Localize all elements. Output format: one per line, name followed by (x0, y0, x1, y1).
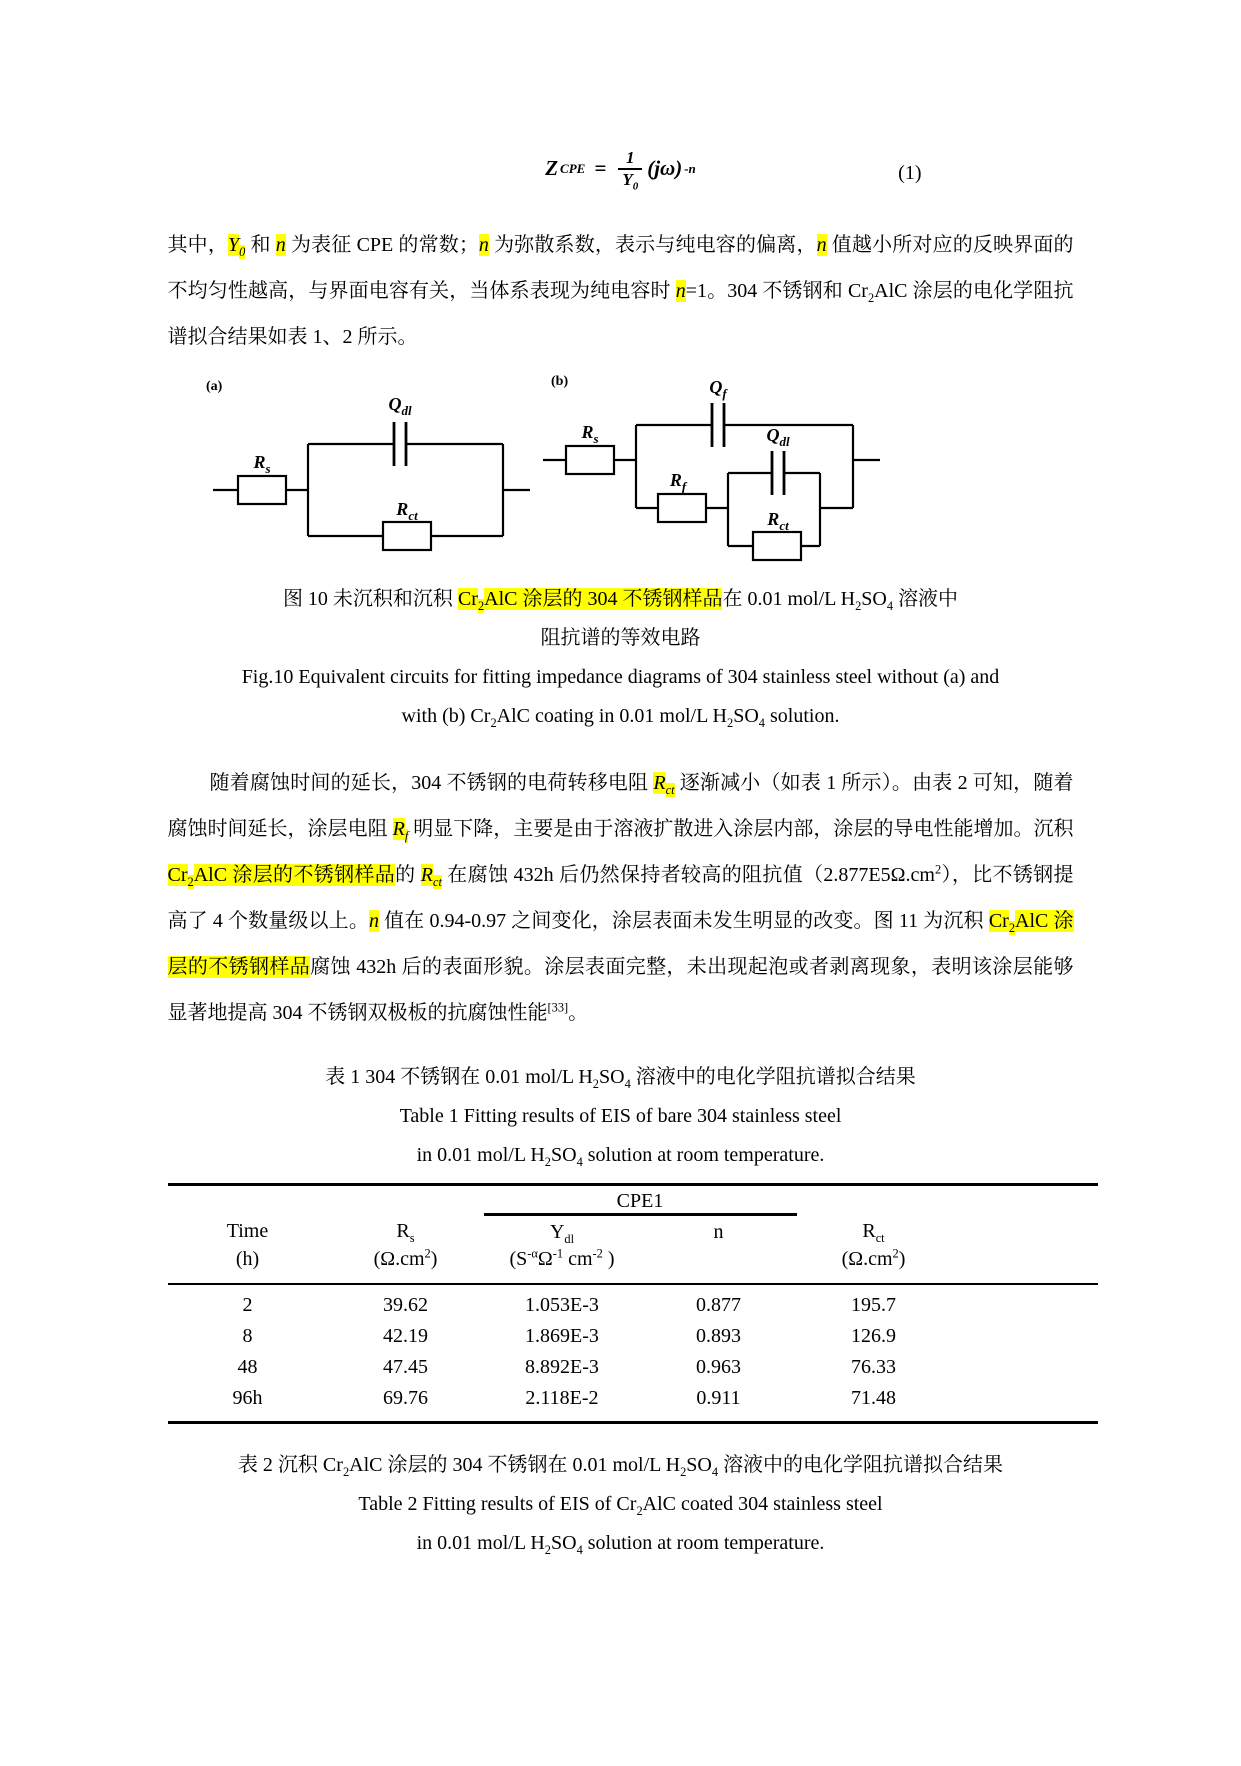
table-cell: 1.869E-3 (525, 1325, 599, 1347)
label-qdl-b: $Q_{dl}$ (765, 425, 790, 449)
label-rct-a: $R_{ct}$ (395, 499, 418, 523)
table-cell-empty (797, 1185, 951, 1215)
page-content (168, 0, 1074, 1563)
figure-caption-en-line2: with (b) $Cr_2AlC$ coating in 0.01 mol/L $H_2SO_4$ solution. (401, 705, 840, 730)
label-rs-b: $R_s$ (580, 422, 599, 446)
table-cell-empty (951, 1185, 1098, 1215)
fraction-denominator: $Y_0$ (618, 168, 642, 190)
equivalent-circuit-diagram (168, 368, 1074, 573)
figure-caption-en-line1: Fig.10 Equivalent circuits for fitting impedance diagrams of 304 stainless steel without (a) and (241, 666, 1000, 688)
table-cell-empty (951, 1284, 1098, 1321)
table-cell: 96h (232, 1387, 263, 1409)
resistor-rf-b (658, 494, 706, 522)
table1-unit-rct: $(\Omega.cm^2)$ (797, 1244, 951, 1284)
resistor-rs-b (566, 446, 614, 474)
table-cell: 1.053E-3 (525, 1294, 599, 1316)
figure-equivalent-circuits (168, 368, 1074, 578)
panel-a-label: (a) (205, 379, 222, 394)
circuit-a (213, 422, 530, 550)
table-cell: 0.911 (696, 1387, 741, 1409)
equals-sign: = (594, 156, 607, 181)
label-qf-b: $Q_f$ (708, 377, 727, 401)
table1-caption-en-line2: in 0.01 mol/L $H_2SO_4$ solution at room temperature. (416, 1144, 825, 1169)
resistor-rct-a (383, 522, 431, 550)
table-cell: 8.892E-3 (525, 1356, 599, 1378)
equation-cpe-impedance: Z CPE = $\frac{1}{Y_0}$ (jω) -n (545, 148, 696, 192)
table-cell: 47.45 (383, 1356, 428, 1378)
table1-caption-zh: 表 1 304 不锈钢在 0.01 mol/L $H_2SO_4$ 溶液中的电化学阻抗谱拟合结果 (325, 1066, 916, 1091)
table1-header-n: n (713, 1221, 724, 1243)
equation-number: (1) (898, 162, 922, 184)
table1-caption (168, 1058, 1074, 1175)
table-cell-empty (951, 1244, 1098, 1284)
figure-caption-zh-line2: 阻抗谱的等效电路 (540, 627, 701, 649)
equation-block (168, 148, 1074, 198)
table1-header-row (168, 1215, 1098, 1245)
table-cell-empty (641, 1244, 797, 1284)
table-cell: 2 (242, 1294, 253, 1316)
table-cell-empty (951, 1352, 1098, 1383)
table-cell: 48 (237, 1356, 258, 1378)
table1-unit-ydl: ($S^{-\alpha}\Omega^{-1}$ $cm^{-2}$ ) (484, 1244, 641, 1284)
label-rf-b: $R_f$ (669, 470, 686, 494)
table-cell-empty (951, 1321, 1098, 1352)
table-cell: 126.9 (851, 1325, 896, 1347)
circuit-b (543, 403, 880, 560)
table2-caption-en-line1: Table 2 Fitting results of EIS of $Cr_2AlC$ coated 304 stainless steel (358, 1493, 883, 1518)
equation-fraction (618, 148, 642, 192)
table1-header-cpe1: CPE1 (484, 1185, 797, 1215)
table-cell: 69.76 (383, 1387, 428, 1409)
table2-caption-zh: 表 2 沉积 $Cr_2AlC$ 涂层的 304 不锈钢在 0.01 mol/L $H_2SO_4$ 溶液中的电化学阻抗谱拟合结果 (237, 1454, 1004, 1479)
figure-caption-zh-line1: 图 10 未沉积和沉积 $Cr_2AlC$ 涂层的 304 不锈钢样品在 0.01 mol/L $H_2SO_4$ 溶液中 (282, 588, 959, 613)
equation-lhs: Z (545, 156, 559, 181)
table-row (168, 1321, 1098, 1352)
table1-units-row (168, 1244, 1098, 1284)
table2-caption-en-line2: in 0.01 mol/L $H_2SO_4$ solution at room temperature. (416, 1532, 825, 1557)
table1-header-rs: $R_s$ (396, 1220, 415, 1246)
equation-body: (jω) (647, 156, 683, 181)
table-cell: 195.7 (851, 1294, 896, 1316)
resistor-rct-b (753, 532, 801, 560)
table-cell: 76.33 (851, 1356, 896, 1378)
figure-caption (168, 580, 1074, 736)
table1-header-ydl: $Y_{dl}$ (549, 1221, 575, 1246)
table-cell: 71.48 (851, 1387, 896, 1409)
label-rct-b: $R_{ct}$ (766, 509, 789, 533)
table-cell-empty (951, 1215, 1098, 1245)
table-row (168, 1352, 1098, 1383)
paragraph-results-discussion: 随着腐蚀时间的延长，304 不锈钢的电荷转移电阻 $R_{ct}$ 逐渐减小（如表 1 所示）。由表 2 可知，随着腐蚀时间延长，涂层电阻 $R_f$ 明显下降，主要是由于溶液扩散进入涂层内部，涂层的导电性能增加。沉积 $Cr_2AlC$ 涂层的不锈钢样品的 $R_{ct}$ 在腐蚀 432h 后仍然保持者较高的阻抗值$(2.877E5\Omega.cm^2)$，比不锈钢提高了 4 个数量级以上。n 值在 0.94-0.97 之间变化，涂层表面未发生明显的改变。图 11 为沉积 $Cr_2AlC$ 涂层的不锈钢样品腐蚀 432h 后的表面形貌。涂层表面完整，未出现起泡或者剥离现象，表明该涂层能够显著地提高 304 不锈钢双极板的抗腐蚀性能[33]。 (167, 772, 1074, 1024)
table-cell: 2.118E-2 (525, 1387, 599, 1409)
resistor-rs-a (238, 476, 286, 504)
table-cell: 8 (242, 1325, 253, 1347)
table-cell-empty (328, 1185, 484, 1215)
table1-header-time: Time (226, 1220, 269, 1243)
table-row (168, 1284, 1098, 1321)
table-row (168, 1383, 1098, 1423)
table-cell-empty (951, 1383, 1098, 1423)
table-cell-empty (168, 1185, 328, 1215)
table1-header-rct: $R_{ct}$ (862, 1220, 885, 1246)
table1-cpe-row (168, 1185, 1098, 1215)
table1-unit-time: (h) (168, 1244, 328, 1284)
table-cell: 42.19 (383, 1325, 428, 1347)
paragraph-cpe-description: 其中，$Y_0$ 和 n 为表征 CPE 的常数；n 为弥散系数，表示与纯电容的偏离，n 值越小所对应的反映界面的不均匀性越高，与界面电容有关，当体系表现为纯电容时 n=1。304 不锈钢和 $Cr_2AlC$ 涂层的电化学阻抗谱拟合结果如表 1、2 所示。 (167, 234, 1074, 348)
panel-b-label: (b) (550, 374, 568, 389)
table-cell: 0.893 (696, 1325, 741, 1347)
circuit-b-labels (551, 374, 790, 533)
table1-eis-fitting-results (168, 1183, 1098, 1424)
table2-caption (168, 1446, 1074, 1563)
label-rs-a: $R_s$ (252, 452, 271, 476)
table-cell: 0.877 (696, 1294, 741, 1316)
table1-caption-en-line1: Table 1 Fitting results of EIS of bare 304 stainless steel (399, 1105, 842, 1127)
label-qdl-a: $Q_{dl}$ (387, 394, 412, 418)
table-cell: 39.62 (383, 1294, 428, 1316)
table-cell: 0.963 (696, 1356, 741, 1378)
table1-unit-rs: $(\Omega.cm^2)$ (328, 1244, 484, 1284)
fraction-numerator: 1 (626, 148, 635, 167)
